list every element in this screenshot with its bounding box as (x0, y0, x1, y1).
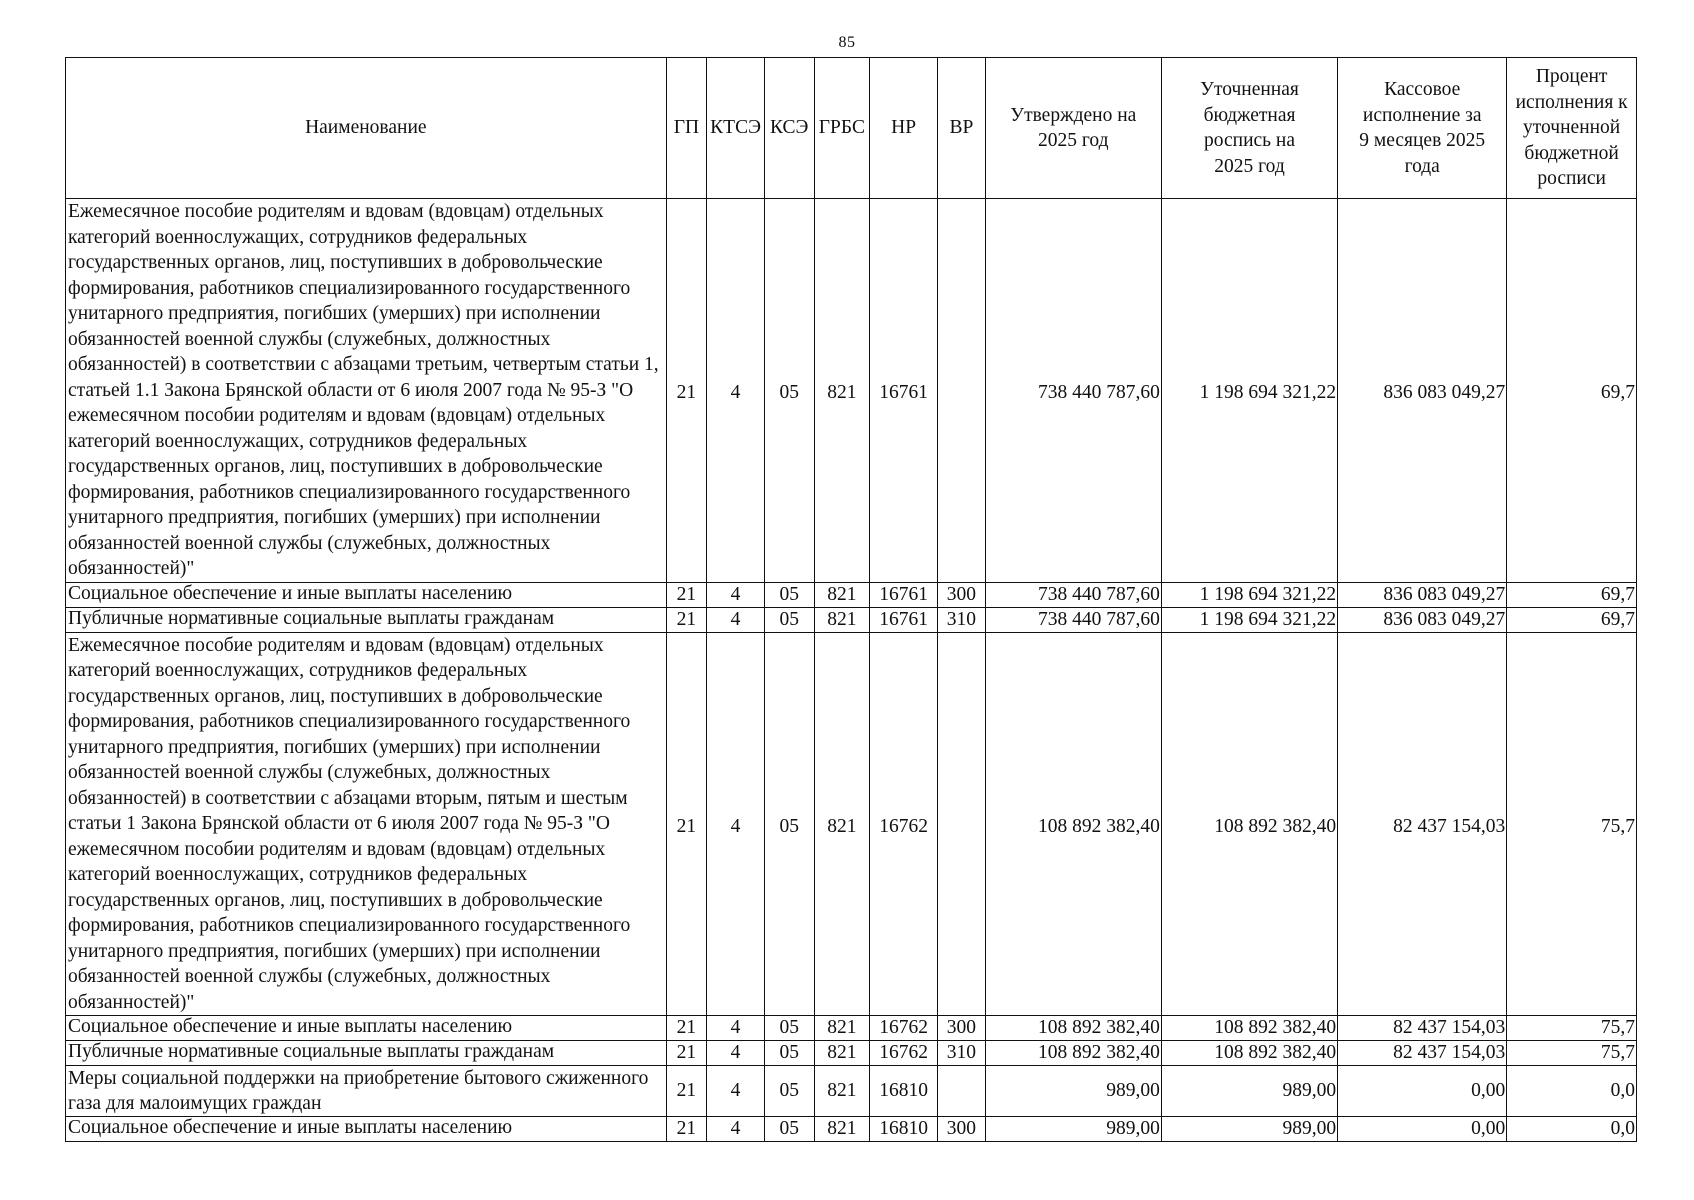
column-header-vr: ВР (938, 58, 986, 199)
cell-ktse: 4 (707, 607, 765, 632)
column-header-revised: Уточненная бюджетная роспись на 2025 год (1161, 58, 1337, 199)
column-header-kse: КСЭ (764, 58, 814, 199)
cell-executed: 836 083 049,27 (1338, 199, 1507, 583)
table-row (66, 1117, 1637, 1142)
cell-kse: 05 (764, 1016, 814, 1041)
cell-gp: 21 (666, 1066, 707, 1117)
cell-grbs: 821 (814, 632, 870, 1016)
cell-vr (938, 199, 986, 583)
column-header-executed: Кассовое исполнение за 9 месяцев 2025 года (1338, 58, 1507, 199)
table-row (66, 582, 1637, 607)
cell-nr: 16762 (870, 632, 938, 1016)
cell-approved: 108 892 382,40 (985, 1041, 1161, 1066)
column-header-percent: Процент исполнения к уточненной бюджетной росписи (1507, 58, 1637, 199)
column-header-name: Наименование (66, 58, 667, 199)
page-number: 85 (838, 34, 856, 51)
cell-kse: 05 (764, 582, 814, 607)
cell-percent: 69,7 (1507, 199, 1637, 583)
cell-name: Социальное обеспечение и иные выплаты населению (66, 582, 667, 607)
cell-revised: 108 892 382,40 (1161, 632, 1337, 1016)
cell-nr: 16761 (870, 607, 938, 632)
cell-grbs: 821 (814, 1041, 870, 1066)
table-row (66, 1041, 1637, 1066)
budget-execution-table (65, 57, 1637, 1142)
cell-percent: 69,7 (1507, 582, 1637, 607)
cell-vr: 310 (938, 607, 986, 632)
column-header-ktse: КТСЭ (707, 58, 765, 199)
cell-grbs: 821 (814, 199, 870, 583)
cell-name: Публичные нормативные социальные выплаты гражданам (66, 607, 667, 632)
cell-percent: 75,7 (1507, 632, 1637, 1016)
cell-name: Меры социальной поддержки на приобретение бытового сжиженного газа для малоимущих граждан (66, 1066, 667, 1117)
cell-approved: 108 892 382,40 (985, 632, 1161, 1016)
cell-kse: 05 (764, 199, 814, 583)
cell-executed: 82 437 154,03 (1338, 1041, 1507, 1066)
cell-vr: 310 (938, 1041, 986, 1066)
cell-percent: 69,7 (1507, 607, 1637, 632)
cell-ktse: 4 (707, 1066, 765, 1117)
cell-revised: 1 198 694 321,22 (1161, 199, 1337, 583)
cell-vr (938, 632, 986, 1016)
cell-approved: 108 892 382,40 (985, 1016, 1161, 1041)
cell-vr (938, 1066, 986, 1117)
cell-vr: 300 (938, 1016, 986, 1041)
cell-nr: 16810 (870, 1117, 938, 1142)
cell-kse: 05 (764, 632, 814, 1016)
table-row (66, 1016, 1637, 1041)
cell-vr: 300 (938, 1117, 986, 1142)
cell-executed: 82 437 154,03 (1338, 632, 1507, 1016)
cell-name: Ежемесячное пособие родителям и вдовам (вдовцам) отдельных категорий военнослужащих, сотрудников федеральных государственных органов, лиц, поступивших в добровольческие формирования, работников специализированного государственного унитарного предприятия, погибших (умерших) при исполнении обязанностей военной службы (служебных, должностных обязанностей) в соответствии с абзацами вторым, пятым и шестым статьи 1 Закона Брянской области от 6 июля 2007 года № 95-З "О ежемесячном пособии родителям и вдовам (вдовцам) отдельных категорий военнослужащих, сотрудников федеральных государственных органов, лиц, поступивших в добровольческие формирования, работников специализированного государственного унитарного предприятия, погибших (умерших) при исполнении обязанностей военной службы (служебных, должностных обязанностей)" (66, 632, 667, 1016)
cell-grbs: 821 (814, 607, 870, 632)
cell-percent: 75,7 (1507, 1041, 1637, 1066)
cell-gp: 21 (666, 1117, 707, 1142)
column-header-gp: ГП (666, 58, 707, 199)
cell-vr: 300 (938, 582, 986, 607)
cell-ktse: 4 (707, 199, 765, 583)
cell-percent: 75,7 (1507, 1016, 1637, 1041)
cell-nr: 16810 (870, 1066, 938, 1117)
column-header-grbs: ГРБС (814, 58, 870, 199)
cell-grbs: 821 (814, 582, 870, 607)
cell-ktse: 4 (707, 1117, 765, 1142)
cell-executed: 836 083 049,27 (1338, 607, 1507, 632)
column-header-approved: Утверждено на 2025 год (985, 58, 1161, 199)
cell-gp: 21 (666, 199, 707, 583)
cell-approved: 738 440 787,60 (985, 582, 1161, 607)
table-row (66, 1066, 1637, 1117)
cell-approved: 738 440 787,60 (985, 199, 1161, 583)
cell-grbs: 821 (814, 1066, 870, 1117)
table-row (66, 199, 1637, 583)
cell-executed: 0,00 (1338, 1117, 1507, 1142)
cell-revised: 1 198 694 321,22 (1161, 607, 1337, 632)
cell-ktse: 4 (707, 1016, 765, 1041)
table-row (66, 632, 1637, 1016)
cell-gp: 21 (666, 607, 707, 632)
cell-ktse: 4 (707, 632, 765, 1016)
cell-executed: 836 083 049,27 (1338, 582, 1507, 607)
cell-revised: 989,00 (1161, 1066, 1337, 1117)
cell-name: Ежемесячное пособие родителям и вдовам (вдовцам) отдельных категорий военнослужащих, сотрудников федеральных государственных органов, лиц, поступивших в добровольческие формирования, работников специализированного государственного унитарного предприятия, погибших (умерших) при исполнении обязанностей военной службы (служебных, должностных обязанностей) в соответствии с абзацами третьим, четвертым статьи 1, статьей 1.1 Закона Брянской области от 6 июля 2007 года № 95-З "О ежемесячном пособии родителям и вдовам (вдовцам) отдельных категорий военнослужащих, сотрудников федеральных государственных органов, лиц, поступивших в добровольческие формирования, работников специализированного государственного унитарного предприятия, погибших (умерших) при исполнении обязанностей военной службы (служебных, должностных обязанностей)" (66, 199, 667, 583)
table-header-row (66, 58, 1637, 199)
cell-revised: 1 198 694 321,22 (1161, 582, 1337, 607)
cell-approved: 989,00 (985, 1066, 1161, 1117)
cell-grbs: 821 (814, 1117, 870, 1142)
cell-executed: 82 437 154,03 (1338, 1016, 1507, 1041)
cell-nr: 16762 (870, 1016, 938, 1041)
cell-percent: 0,0 (1507, 1117, 1637, 1142)
cell-percent: 0,0 (1507, 1066, 1637, 1117)
cell-nr: 16761 (870, 582, 938, 607)
cell-name: Социальное обеспечение и иные выплаты населению (66, 1016, 667, 1041)
cell-ktse: 4 (707, 1041, 765, 1066)
cell-gp: 21 (666, 1016, 707, 1041)
cell-approved: 738 440 787,60 (985, 607, 1161, 632)
cell-gp: 21 (666, 582, 707, 607)
cell-gp: 21 (666, 632, 707, 1016)
cell-grbs: 821 (814, 1016, 870, 1041)
cell-approved: 989,00 (985, 1117, 1161, 1142)
cell-nr: 16761 (870, 199, 938, 583)
cell-kse: 05 (764, 1117, 814, 1142)
cell-gp: 21 (666, 1041, 707, 1066)
cell-kse: 05 (764, 1041, 814, 1066)
cell-kse: 05 (764, 1066, 814, 1117)
cell-revised: 108 892 382,40 (1161, 1041, 1337, 1066)
cell-revised: 989,00 (1161, 1117, 1337, 1142)
cell-revised: 108 892 382,40 (1161, 1016, 1337, 1041)
table-row (66, 607, 1637, 632)
cell-nr: 16762 (870, 1041, 938, 1066)
column-header-nr: НР (870, 58, 938, 199)
cell-name: Публичные нормативные социальные выплаты гражданам (66, 1041, 667, 1066)
cell-name: Социальное обеспечение и иные выплаты населению (66, 1117, 667, 1142)
cell-executed: 0,00 (1338, 1066, 1507, 1117)
cell-kse: 05 (764, 607, 814, 632)
cell-ktse: 4 (707, 582, 765, 607)
